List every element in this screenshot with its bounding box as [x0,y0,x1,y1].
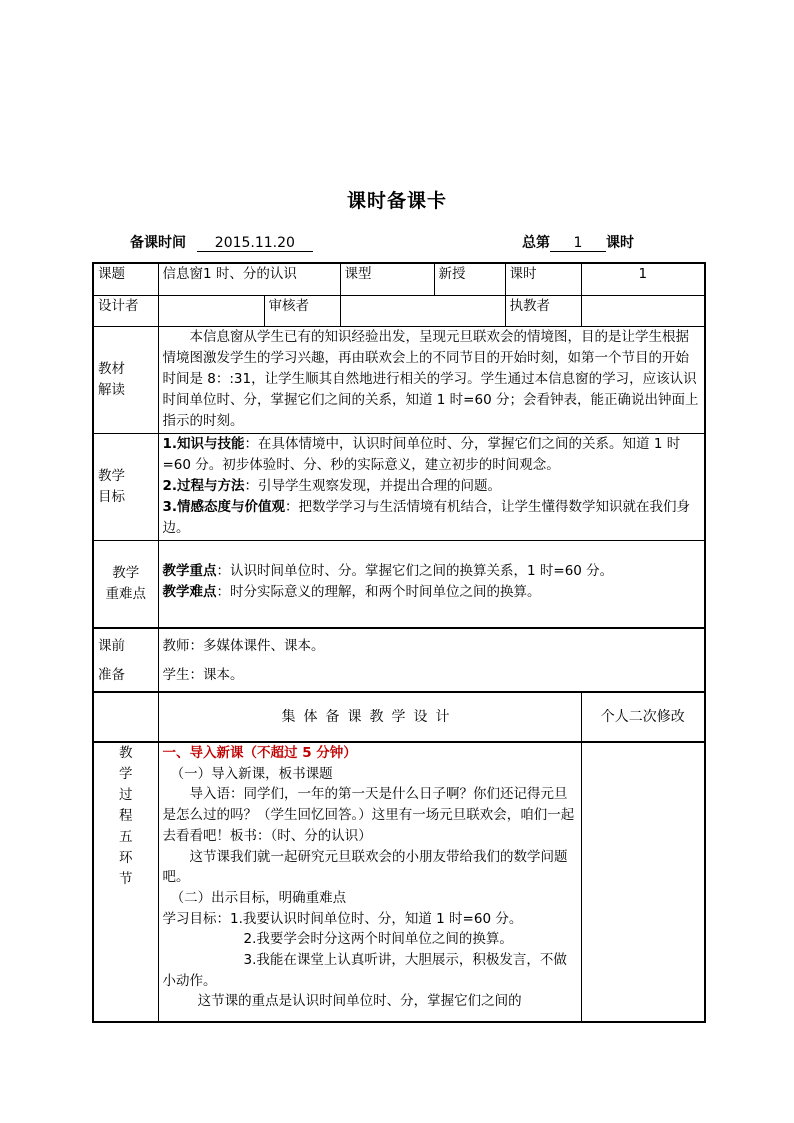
page-title: 课时备课卡 [346,190,447,212]
prep-label-1: 课前 [98,638,125,654]
row-material [93,326,705,433]
goal-1 [163,434,701,476]
goal-2-head: 2.过程与方法 [162,477,245,494]
total-value: 1 [550,236,606,252]
material-text-cell [158,326,705,433]
row-process [93,742,705,1022]
reviewer-label: 审核者 [264,295,340,326]
goal-2-text: ：引导学生观察发现，并提出合理的问题。 [244,477,502,494]
key-point-text: ：认识时间单位时、分。掌握它们之间的换算关系，1 时=60 分。 [216,562,614,579]
goal-3-head: 3.情感态度与价值观 [162,498,286,515]
total-label: 总第 [522,235,550,251]
last-line: 这节课的重点是认识时间单位时、分，掌握它们之间的 [197,993,522,1010]
keypoints-label-2: 重难点 [105,585,146,602]
prep-label [93,628,158,692]
material-label [93,326,158,433]
reviewer-value [340,295,505,326]
prep-time [130,232,313,252]
process-char: 环 [119,850,133,866]
teacher-value [581,295,705,326]
process-char: 教 [119,745,133,761]
personal-revision-cell [581,742,705,1022]
row-designer [93,295,705,326]
process-label [93,742,158,1022]
goal-1-text: ：在具体情境中，认识时间单位时、分，掌握它们之间的关系。知道 1 时=60 分。初步体验时、分、秒的实际意义，建立初步的时间观念。 [162,435,681,473]
sub-2: （二）出示目标，明确重难点 [170,889,347,906]
lesson-value: 信息窗1 时、分的认识 [158,263,340,295]
goal-1-head: 1.知识与技能 [162,435,245,452]
group-design-header: 集体备课教学设计 [158,692,581,742]
process-char: 学 [119,766,133,782]
goal-3-text: ：把数学学习与生活情境有机结合，让学生懂得数学知识就在我们身边。 [162,498,691,536]
hours-label: 课时 [505,263,581,295]
lesson-card-table [92,262,706,1023]
goal-2 [163,476,701,497]
material-label-2: 解读 [98,381,125,398]
goals-label-1: 教学 [98,467,125,484]
row-keypoints [93,540,705,628]
difficult-point-text: ：时分实际意义的理解，和两个时间单位之间的换算。 [216,583,541,600]
material-label-1: 教材 [98,360,125,377]
prep-teacher: 教师：多媒体课件、课本。 [162,638,325,654]
goal-3 [163,497,701,539]
design-header-blank [93,692,158,742]
lesson-label: 课题 [93,263,158,295]
difficult-point [163,582,701,603]
designer-value [158,295,264,326]
prep-time-label: 备课时间 [130,235,186,251]
objective-label: 学习目标： [162,910,230,927]
row-lesson [93,263,705,295]
sub-1: （一）导入新课，板书课题 [170,765,333,782]
hours-value: 1 [581,263,705,295]
process-char: 程 [119,808,133,824]
process-text-cell [158,742,581,1022]
row-prep [93,628,705,692]
total-period [522,232,634,252]
keypoints-label [93,540,158,628]
keypoints-label-1: 教学 [112,564,140,581]
section-1-title: 一、导入新课（不超过 5 分钟） [162,745,357,761]
material-text: 本信息窗从学生已有的知识经验出发，呈现元旦联欢会的情境图，目的是让学生根据情境图激发学生的学习兴趣，再由联欢会上的不同节目的开始时刻，如第一个节目的开始时间是 8：:31，让学生顺其自然地进行相关的学习。学生通过本信息窗的学习，应该认识时间单位时、分，掌握它们之间的关系，知道 1 时=60 分；会看钟表，能正确说出钟面上指示的时刻。 [162,328,699,429]
intro-text-2: 这节课我们就一起研究元旦联欢会的小朋友带给我们的数学问题吧。 [162,848,568,886]
key-point [163,561,701,582]
period-label: 课时 [606,235,634,251]
prep-student: 学生：课本。 [162,667,244,683]
prep-time-value: 2015.11.20 [197,236,313,252]
prep-text-cell [158,628,705,692]
process-char: 五 [119,829,133,845]
row-design-header [93,692,705,742]
personal-revision-header: 个人二次修改 [581,692,705,742]
row-goals [93,433,705,540]
difficult-point-head: 教学难点 [162,583,217,600]
goals-label-2: 目标 [98,488,125,505]
key-point-head: 教学重点 [162,562,217,579]
goals-text-cell [158,433,705,540]
process-char: 节 [119,871,133,887]
process-char: 过 [119,787,133,803]
prep-label-2: 准备 [98,667,125,683]
objective-3: 3.我能在课堂上认真听讲，大胆展示，积极发言，不做小动作。 [162,952,567,989]
intro-text: 导入语：同学们，一年的第一天是什么日子啊？你们还记得元旦是怎么过的吗？（学生回忆回答。）这里有一场元旦联欢会，咱们一起去看看吧！板书：（时、分的认识） [162,786,575,844]
type-value: 新授 [434,263,505,295]
keypoints-text-cell [158,540,705,628]
objective-1-text: 1.我要认识时间单位时、分，知道 1 时=60 分。 [230,910,523,927]
teacher-label: 执教者 [505,295,581,326]
goals-label [93,433,158,540]
type-label: 课型 [340,263,434,295]
designer-label: 设计者 [93,295,158,326]
objective-2: 2.我要学会时分这两个时间单位之间的换算。 [243,931,513,948]
objective-1 [163,909,577,930]
